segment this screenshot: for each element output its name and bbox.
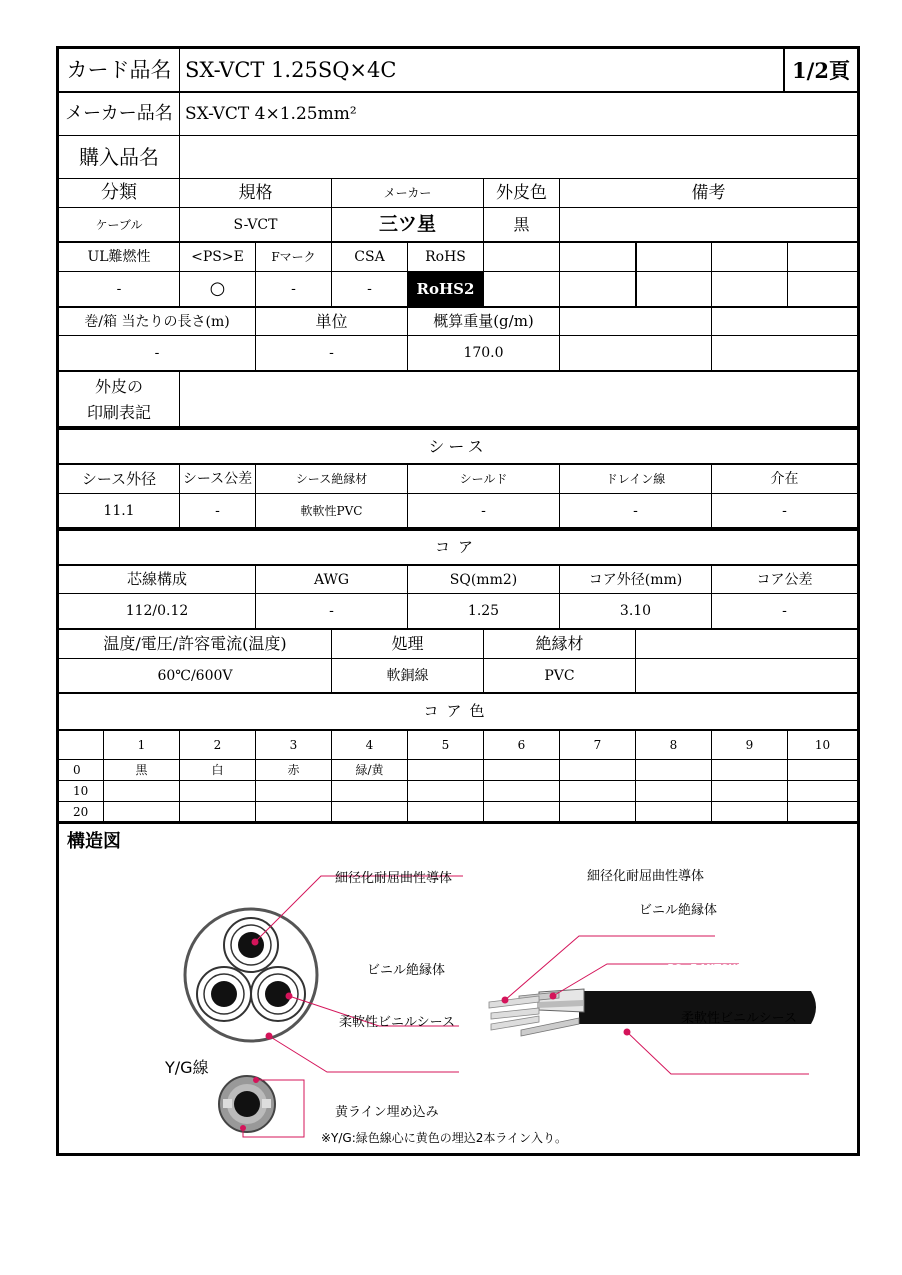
cert-header: CSA — [354, 249, 385, 265]
maker-name-label: メーカー品名 — [65, 103, 173, 124]
rating-value: 軟銅線 — [386, 667, 429, 684]
spec-value: S-VCT — [233, 216, 278, 233]
cert-header: <PS>E — [191, 249, 244, 265]
sheath-header: シース外径 — [81, 469, 157, 488]
color-column-header: 9 — [745, 738, 754, 752]
rating-header: 処理 — [391, 634, 424, 653]
cert-value: - — [291, 281, 296, 297]
rating-value: 60℃/600V — [157, 667, 233, 684]
sheath-value: 軟軟性PVC — [300, 503, 363, 518]
page-number: 1/2頁 — [792, 57, 850, 83]
spec-sheet — [56, 46, 860, 1156]
core-color-title: コア色 — [423, 702, 493, 720]
printing-label-line2: 印刷表記 — [86, 403, 151, 422]
spec-header: メーカー — [383, 186, 432, 200]
maker-name-value: SX-VCT 4×1.25mm² — [185, 103, 357, 124]
sheath-value: 11.1 — [103, 502, 135, 519]
rule — [635, 241, 637, 307]
purchase-name-value — [185, 136, 785, 178]
callout-insulation: ビニル絶縁体 — [367, 963, 446, 978]
sheath-value: - — [782, 502, 787, 519]
printing-label-line1: 外皮の — [94, 377, 143, 396]
spec-value — [560, 208, 857, 241]
yg-note: ※Y/G:緑色線心に黄色の埋込2本ライン入り。 — [321, 1131, 568, 1145]
rule — [635, 628, 636, 693]
sheath-title: シース — [428, 436, 488, 456]
color-column-header: 7 — [593, 738, 602, 752]
spec-header: 外皮色 — [496, 182, 547, 203]
color-column-header: 3 — [289, 738, 298, 752]
structure-diagram — [59, 824, 857, 1154]
cable-print: <PS>E MITSUBOSHI — [659, 963, 772, 974]
cross-section — [185, 909, 317, 1041]
length-header: 単位 — [315, 311, 348, 331]
color-column-header: 5 — [441, 738, 450, 752]
yg-wire-cross-section — [209, 1071, 329, 1141]
core-header: コア外径(mm) — [588, 571, 683, 588]
sheath-header: 介在 — [770, 471, 799, 487]
rule — [787, 241, 788, 307]
spec-header: 備考 — [691, 182, 726, 203]
color-column-header: 2 — [213, 738, 222, 752]
rule — [559, 241, 560, 307]
cert-header: UL難燃性 — [87, 249, 151, 265]
sheath-value: - — [633, 502, 638, 519]
core-header: コア公差 — [756, 571, 813, 588]
side-callout-conductor: 細径化耐屈曲性導体 — [587, 869, 705, 884]
sheath-value: - — [481, 502, 486, 519]
color-cell: 白 — [211, 763, 224, 777]
core-title: コア — [434, 538, 481, 556]
core-value: - — [782, 603, 787, 619]
sheath-header: シース絶縁材 — [295, 472, 368, 486]
yg-label: Y/G線 — [165, 1058, 209, 1077]
core-value: 3.10 — [619, 603, 652, 619]
rating-value: PVC — [544, 667, 575, 684]
rule — [483, 241, 484, 307]
spec-value: 三ツ星 — [378, 213, 436, 235]
purchase-name-label: 購入品名 — [79, 145, 159, 169]
core-value: 112/0.12 — [125, 603, 189, 619]
color-column-header: 1 — [137, 738, 146, 752]
rule — [711, 306, 712, 371]
side-callout-insulation: ビニル絶縁体 — [639, 903, 718, 918]
length-value: - — [329, 345, 334, 361]
core-value: - — [329, 603, 334, 619]
sheath-header: ドレイン線 — [605, 472, 666, 486]
length-value: 170.0 — [463, 345, 504, 361]
rule — [711, 241, 712, 307]
cert-header: Fマーク — [271, 250, 316, 264]
color-column-header: 4 — [365, 738, 374, 752]
spec-value: 黒 — [513, 214, 530, 234]
color-cell: 赤 — [287, 763, 300, 777]
length-value: - — [154, 345, 160, 361]
core-header: SQ(mm2) — [449, 571, 518, 588]
cert-value: - — [367, 281, 372, 297]
color-cell: 緑/黄 — [355, 763, 384, 777]
length-header: 概算重量(g/m) — [433, 312, 534, 330]
card-name-value: SX-VCT 1.25SQ×4C — [185, 57, 397, 82]
core-value: 1.25 — [467, 603, 500, 619]
spec-header: 規格 — [238, 182, 273, 203]
side-callout-sheath: 柔軟性ビニルシース — [681, 1011, 798, 1026]
color-column-header: 8 — [669, 738, 678, 752]
color-row-label: 0 — [73, 763, 81, 777]
color-column-header: 6 — [517, 738, 526, 752]
structure-title: 構造図 — [67, 831, 121, 852]
rating-header: 絶縁材 — [535, 634, 584, 653]
callout-sheath: 柔軟性ビニルシース — [339, 1015, 456, 1030]
length-header: 巻/箱 当たりの長さ(m) — [84, 313, 230, 330]
cert-value: ○ — [209, 278, 226, 299]
core-header: AWG — [313, 571, 350, 588]
cert-header: RoHS — [425, 249, 466, 265]
cert-value: - — [116, 281, 122, 297]
rule — [179, 49, 180, 179]
printing-value — [185, 372, 845, 426]
color-column-header: 10 — [814, 738, 831, 752]
rohs-badge: RoHS2 — [408, 272, 483, 306]
card-name-label: カード品名 — [66, 57, 172, 82]
rating-header: 温度/電圧/許容電流(温度) — [103, 634, 287, 653]
yg-callout: 黄ライン埋め込み — [335, 1105, 439, 1120]
spec-header: 分類 — [101, 182, 137, 203]
sheath-header: シールド — [459, 472, 508, 486]
color-row-label: 20 — [73, 804, 89, 819]
color-cell: 黒 — [135, 763, 148, 777]
color-row-label: 10 — [73, 784, 89, 798]
rule — [559, 306, 560, 371]
rule — [179, 370, 180, 427]
callout-conductor: 細径化耐屈曲性導体 — [335, 871, 453, 886]
spec-value: ケーブル — [95, 217, 143, 232]
core-header: 芯線構成 — [126, 570, 187, 588]
sheath-value: - — [215, 502, 220, 519]
sheath-header: シース公差 — [182, 471, 253, 487]
